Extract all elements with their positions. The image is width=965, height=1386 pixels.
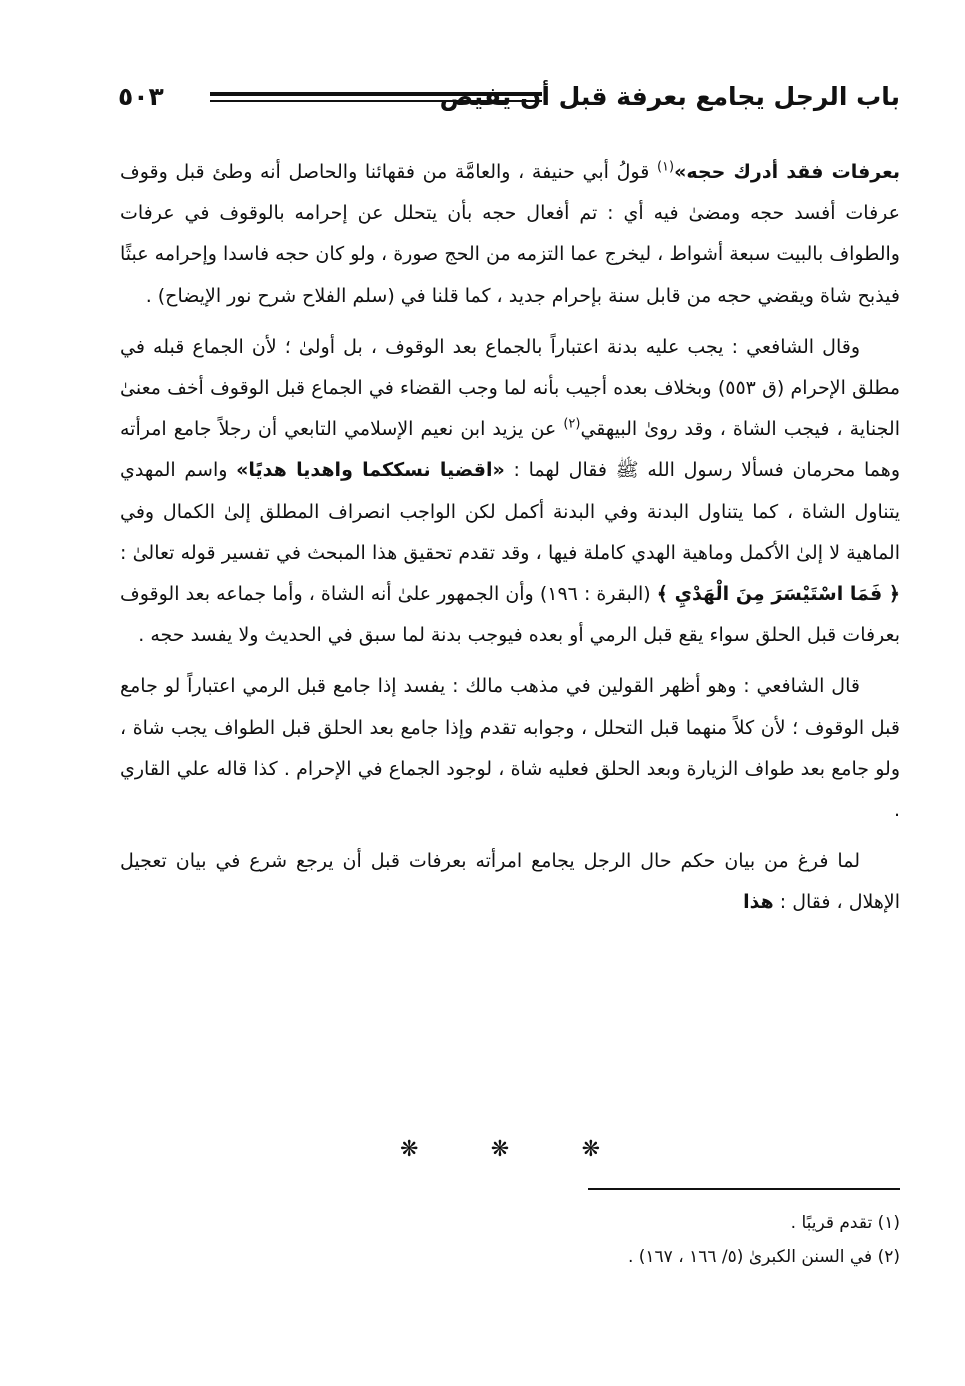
- page-number: ٥٠٣: [118, 82, 164, 111]
- paragraph-1-text: قولُ أبي حنيفة ، والعامَّة من فقهائنا والحاصل أنه وطئ قبل وقوف عرفات أفسد حجه ومضىٰ فيه أي : تم أفعال حجه بأن يتحلل عن إحرامه بالوقوف في عرفات والطواف بالبيت سبعة أشواط ، ليخرج عما التزمه من الحج صورة ، ولو كان حجه فاسدا وإحرامه عبثًا فيذبح شاة ويقضي حجه من قابل سنة بإحرام جديد ، كما قلنا في (سلم الفلاح شرح نور الإيضاح) .: [120, 161, 900, 307]
- hadith-quote: «اقضيا نسككما واهديا هديًا»: [236, 459, 505, 482]
- paragraph-4-tail: هذا: [743, 891, 774, 914]
- footnotes: [400, 1206, 900, 1274]
- paragraph-1-lead: بعرفات فقد أدرك حجه»: [674, 161, 900, 183]
- star-ornament: ❋: [490, 1137, 510, 1162]
- footnote-1: (١) تقدم قريبًا .: [790, 1213, 900, 1233]
- paragraph-3-text: قال الشافعي : وهو أظهر القولين في مذهب مالك : يفسد إذا جامع قبل الرمي اعتباراً لو جامع قبل الوقوف ؛ لأن كلاً منهما قبل التحلل ، وجوابه تقدم وإذا جامع بعد الحلق قبل الطواف يجب شاة ، ولو جامع بعد طواف الزيارة وبعد الحلق فعليه شاة ، لوجود الجماع في الإحرام . كذا قاله علي القاري .: [120, 675, 900, 822]
- footnote-ref-2: (٢): [563, 416, 581, 432]
- star-ornament: ❋: [581, 1137, 600, 1162]
- paragraph-4-text: لما فرغ من بيان حكم حال الرجل يجامع امرأته بعرفات قبل أن يرجع شرع في بيان تعجيل الإهلال ، فقال :: [120, 850, 900, 914]
- star-ornament: ❋: [400, 1137, 419, 1162]
- footnote-rule: [588, 1188, 900, 1190]
- quran-verse: ﴿ فَمَا اسْتَيْسَرَ مِنَ الْهَدْيِ ﴾: [656, 583, 900, 606]
- paragraph-2-text-a: وقال الشافعي : يجب عليه بدنة اعتباراً بالجماع بعد الوقوف ، بل أولىٰ ؛ لأن الجماع قبله في مطلق الإحرام (ق ٥٥٣) وبخلاف بعده أجيب بأنه لما وجب القضاء في الجماع قبل الوقوف أخف معنىٰ الجناية ، فيجب الشاة ، وقد روىٰ البيهقي: [120, 335, 900, 441]
- main-text: [120, 152, 900, 924]
- paragraph-2-text-d: (البقرة : ١٩٦) وأن الجمهور علىٰ أنه الشاة ، وأما جماعه بعد الوقوف بعرفات قبل الحلق سواء يقع قبل الرمي أو بعده فيوجب بدنة لما سبق في الحديث ولا يفسد حجه .: [120, 583, 900, 647]
- chapter-title: باب الرجل يجامع بعرفة قبل أن يفيض: [439, 82, 900, 111]
- paragraph-4: [120, 841, 900, 923]
- paragraph-1: [120, 152, 900, 317]
- paragraph-2-text-c: واسم المهدي يتناول الشاة ، كما يتناول البدنة وفي البدنة أكمل لكن الواجب انصراف المطلق إلىٰ الكمال وفي الماهية لا إلىٰ الأكمل وماهية الهدي كاملة فيها ، وقد تقدم تحقيق هذا المبحث في تفسير قوله تعالىٰ :: [120, 459, 900, 564]
- paragraph-2: [120, 327, 900, 657]
- section-separator: [400, 1137, 600, 1162]
- paragraph-3: [120, 666, 900, 831]
- header-rule: [210, 92, 542, 96]
- footnote-2: (٢) في السنن الكبرىٰ (٥/ ١٦٦ ، ١٦٧) .: [627, 1247, 900, 1267]
- paragraph-2-text-b: عن يزيد ابن نعيم الإسلامي التابعي أن رجلاً جامع امرأته وهما محرمان فسألا رسول الله ﷺ فقال لهما :: [120, 418, 900, 482]
- page-header: [118, 78, 900, 122]
- footnote-ref-1: (١): [656, 159, 675, 175]
